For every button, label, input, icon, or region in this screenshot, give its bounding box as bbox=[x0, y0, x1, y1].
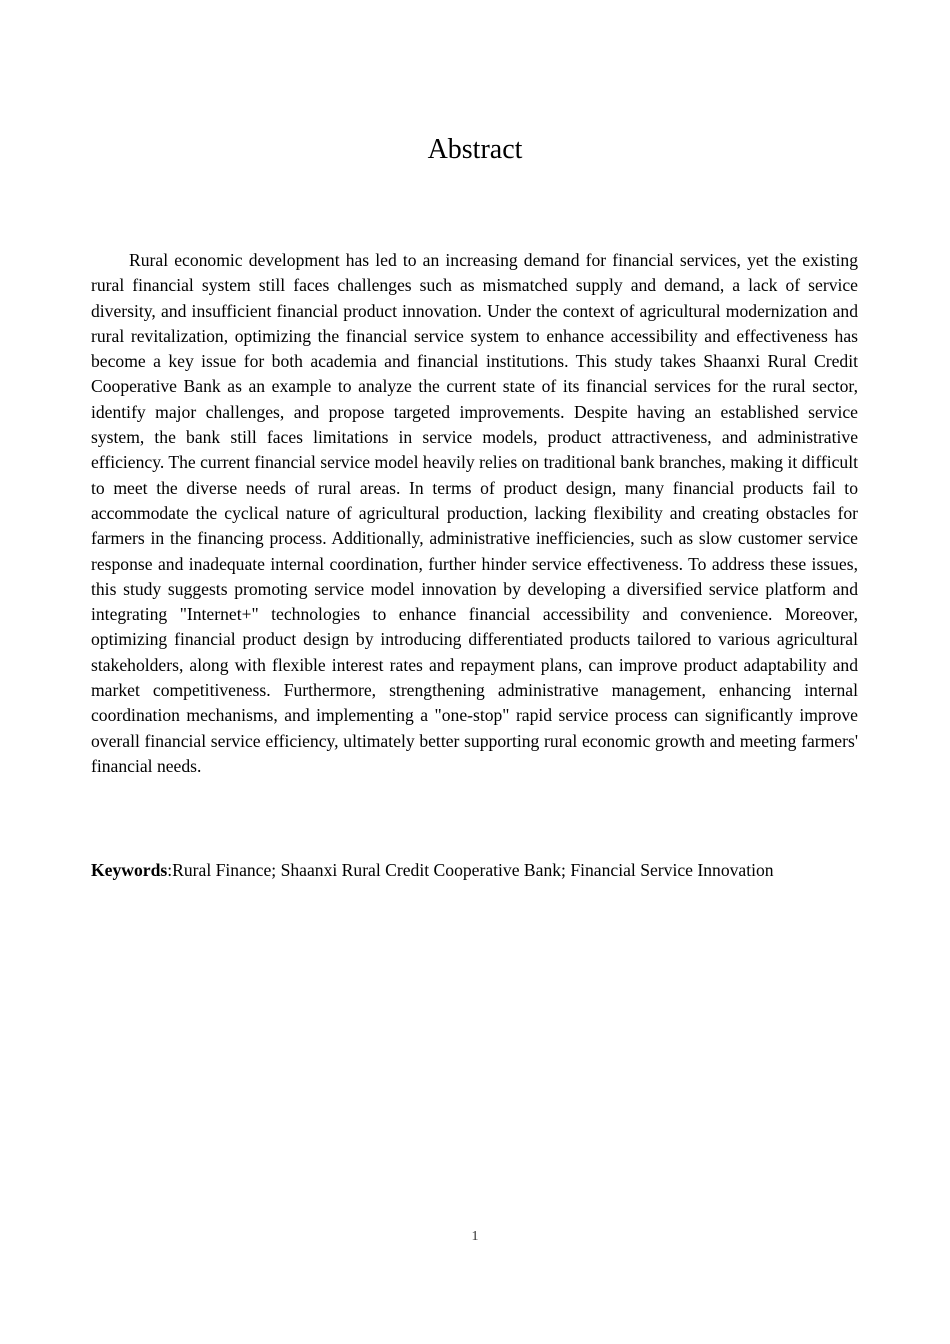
keywords-separator: : bbox=[167, 860, 173, 880]
keywords-line bbox=[91, 858, 871, 883]
abstract-title: Abstract bbox=[427, 134, 523, 165]
page-number: 1 bbox=[471, 1229, 479, 1244]
keywords-label: Keywords bbox=[91, 860, 168, 880]
abstract-body: Rural economic development has led to an increasing demand for financial services, yet the existing rural financial system still faces challenges such as mismatched supply and demand, a lack of service diversity, and insufficient financial product innovation. Under the context of agricultural modernization and rural revitalization, optimizing the financial service system to enhance accessibility and effectiveness has become a key issue for both academia and financial institutions. This study takes Shaanxi Rural Credit Cooperative Bank as an example to analyze the current state of its financial services for the rural sector, identify major challenges, and propose targeted improvements. Despite having an established service system, the bank still faces limitations in service models, product attractiveness, and administrative efficiency. The current financial service model heavily relies on traditional bank branches, making it difficult to meet the diverse needs of rural areas. In terms of product design, many financial products fail to accommodate the cyclical nature of agricultural production, lacking flexibility and creating obstacles for farmers in the financing process. Additionally, administrative inefficiencies, such as slow customer service response and inadequate internal coordination, further hinder service effectiveness. To address these issues, this study suggests promoting service model innovation by developing a diversified service platform and integrating "Internet+" technologies to enhance financial accessibility and convenience. Moreover, optimizing financial product design by introducing differentiated products tailored to various agricultural stakeholders, along with flexible interest rates and repayment plans, can improve product adaptability and market competitiveness. Furthermore, strengthening administrative management, enhancing internal coordination mechanisms, and implementing a "one-stop" rapid service process can significantly improve overall financial service efficiency, ultimately better supporting rural economic growth and meeting farmers' financial needs. bbox=[91, 250, 858, 776]
keywords-text: Rural Finance; Shaanxi Rural Credit Cooperative Bank; Financial Service Innovation bbox=[172, 860, 774, 880]
